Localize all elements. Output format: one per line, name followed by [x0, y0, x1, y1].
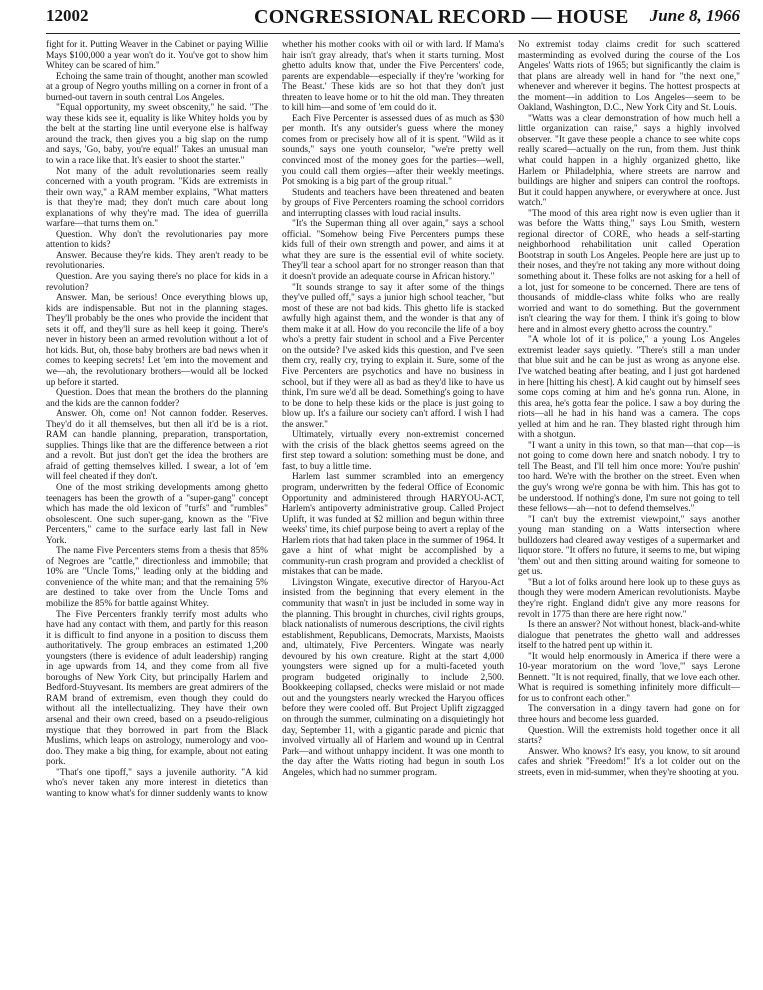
- paragraph: Question. Does that mean the brothers do the planning and the kids are the cannon fodder?: [46, 388, 268, 409]
- paragraph: "I want a unity in this town, so that man—that cop—is not going to come down here and snatch nobody. I try to tell The Beast, and I'll tell him once more: You're pushin' too hard. We're with the brother on the street. Even when the guy's wrong we're gonna be with him. This has got to be understood. If nothing's done, I'm sure not going to tell these fellows—ah—not to defend themselves.": [518, 440, 740, 515]
- paragraph: Ultimately, virtually every non-extremist concerned with the crisis of the black ghettos seems agreed on the first step toward a solution: something must be done, and fast, to buy a little time.: [282, 430, 504, 472]
- paragraph: Harlem last summer scrambled into an emergency program, underwritten by the federal Office of Economic Opportunity and administered through HARYOU-ACT, Harlem's antipoverty administrative group. Called Project Uplift, it was funded at $2 million and begun within three weeks' time, its chief purpose being to avert a replay of the Harlem riots that had taken place in the summer of 1964. It gave a hint of what might be accomplished by a community-run crash program and provided a checklist of mistakes that can be made.: [282, 472, 504, 578]
- column-1: [46, 40, 268, 984]
- column-2: [282, 40, 504, 984]
- paragraph: Echoing the same train of thought, another man scowled at a group of Negro youths milling on a corner in front of a burned-out tavern in south central Los Angeles.: [46, 71, 268, 103]
- paragraph: "I can't buy the extremist viewpoint," says another young man standing on a Watts intersection where bulldozers had cleared away vestiges of a supermarket and liquor store. "It offers no future, it seems to me, but wiping 'them' out and then sitting around waiting for someone to get us.: [518, 514, 740, 578]
- paragraph: Answer. Man, be serious! Once everything blows up, kids are indispensable. But not in the planning stages. They'll probably be the ones who provide the incident that sets it off, and they'll sure as hell keep it going. There's never in history been an armed revolution without a lot of hot kids. But, oh, those baby brothers are bad news when it comes to keeping secrets! Let 'em into the movement and we—ah, the revolutionary brothers—would all be locked up before it started.: [46, 293, 268, 388]
- paragraph: Livingston Wingate, executive director of Haryou-Act insisted from the beginning that every element in the community that wasn't in just be included in some way in the planning. This brought in churches, civil rights groups, black nationalists of numerous descriptions, the civil rights establishment, Republicans, Democrats, Marxists, Maoists and, ultimately, Five Percenters. Wingate was nearly devoured by his own creature. Right at the start 4,000 youngsters were signed up for a multi-faceted youth program budgeted originally to include 2,500. Bookkeeping collapsed, checks were mislaid or not made out and the youngsters nearly wrecked the Haryou offices before they were cooled off. But Project Uplift zigzagged on through the summer, culminating on a disquietingly hot day, September 11, with a gigantic parade and picnic that involved virtually all of Harlem and wound up in Central Park—and without unhappy incident. It was one month to the day after the Watts rioting had begun in south Los Angeles, which had no summer program.: [282, 577, 504, 778]
- paragraph: Answer. Who knows? It's easy, you know, to sit around cafes and shriek "Freedom!" It's a lot colder out on the streets, even in mid-summer, when they're shooting at you.: [518, 746, 740, 778]
- paragraph: Students and teachers have been threatened and beaten by groups of Five Percenters roaming the school corridors and interrupting classes with loud racial insults.: [282, 187, 504, 219]
- paragraph: "It would help enormously in America if there were a 10-year moratorium on the word 'love,'" says Lerone Bennett. "It is not required, finally, that we love each other. What is required is something infinitely more difficult—for us to confront each other.": [518, 651, 740, 704]
- page-header: [46, 6, 740, 30]
- paragraph: "But a lot of folks around here look up to these guys as though they were modern American revolutionists. Maybe they're right. England didn't give any more reasons for revolt in 1775 than there are here right now.": [518, 577, 740, 620]
- paragraph: Each Five Percenter is assessed dues of as much as $30 per month. It's any outsider's guess where the money comes from or precisely how all of it is spent. "Wild as it sounds," says one youth counselor, "we're pretty well convinced most of the money goes for the parties—well, you could call them orgies—after their weekly meetings. Pot smoking is a big part of the group ritual.": [282, 113, 504, 188]
- paragraph: The conversation in a dingy tavern had gone on for three hours and become less guarded.: [518, 704, 740, 725]
- paragraph: Question. Are you saying there's no place for kids in a revolution?: [46, 272, 268, 293]
- page-number: 12002: [46, 6, 89, 25]
- paragraph: One of the most striking developments among ghetto teenagers has been the growth of a "super-gang" concept which has made the old lexicon of "turfs" and "rumbles" obsolescent. One such super-gang, known as the "Five Percenters," came to the surface early last fall in New York.: [46, 482, 268, 546]
- paragraph: "Equal opportunity, my sweet obscenity," he said. "The way these kids see it, equality is like Whitey holds you by the belt at the starting line until everyone else is halfway around the track, then gives you a big slap on the rump and says, 'Go, baby, you're equal!' Takes an unusual man to win a race like that. It's easier to shoot the starter.": [46, 103, 268, 167]
- paragraph: Is there an answer? Not without honest, black-and-white dialogue that penetrates the ghetto wall and addresses itself to the hatred pent up within it.: [518, 620, 740, 652]
- paragraph: The Five Percenters frankly terrify most adults who have had any contact with them, and partly for this reason it is difficult to find anyone in a position to discuss them authoritatively. The group embraces an estimated 1,200 youngsters (there is evidence of adult leadership) ranging in age upwards from 14, and they come from all five boroughs of New York City, but principally Harlem and Bedford-Stuyvesant. Its members are great admirers of the RAM brand of extremism, even though they could do without all the intellectualizing. They have their own arsenal and their own creed, based on a pseudo-religious mystique that they borrowed in part from the Black Muslims, which leaps on astrology, numerology and voo-doo. They make a big thing, for example, about not eating pork.: [46, 609, 268, 768]
- paragraph: The name Five Percenters stems from a thesis that 85% of Negroes are "cattle," directionless and immobile; that 10% are "Uncle Toms," leading only at the bidding and convenience of the white man; and that the remaining 5% are destined to take over from the Uncle Toms and mobilize the 85% for battle against Whitey.: [46, 546, 268, 609]
- paragraph: "Watts was a clear demonstration of how much hell a little organization can raise," says a highly involved observer. "It gave these people a chance to see white cops really scared—actually on the run, from them. Just think what could happen in a highly organized ghetto, like Harlem or Philadelphia, where streets are narrow and buildings are higher and snipers can control the rooftops. But it could happen anywhere, or everywhere at once. Just watch.": [518, 113, 740, 209]
- paragraph: "That's one tipoff," says a juvenile authority. "A kid who's never taken any more interest in dietetics than wanting to know what's for dinner suddenly wants to know: [46, 767, 268, 799]
- paragraph: whether his mother cooks with oil or with lard. If Mama's hair isn't gray already, that's when it starts turning. Most ghetto adults know that, under the Five Percenters' code, parents are expendable—especially if they're 'working for The Beast.' These kids are so hot that they don't just threaten to leave home or to hit the old man. They threaten to kill him—and some of 'em could do it.: [282, 40, 504, 114]
- column-3: [518, 40, 740, 984]
- paragraph: "The mood of this area right now is even uglier than it was before the Watts thing," says Lou Smith, western regional director of CORE, who heads a self-starting neighborhood rehabilitation unit called Operation Bootstrap in south Los Angeles. People here are just up to their noses, and they're not taking any more without doing something about it. These folks are not asking for a hell of a lot, just for someone to be concerned. There are tens of thousands of middle-class white folks who are really worried and want to do something. But the government isn't clearing the way for them. I think it's going to blow here and in almost every ghetto across the country.": [518, 208, 740, 335]
- paragraph: Question. Why don't the revolutionaries pay more attention to kids?: [46, 229, 268, 251]
- text-columns: [46, 40, 740, 984]
- paragraph: Question. Will the extremists hold together once it all starts?: [518, 725, 740, 747]
- paragraph: "A whole lot of it is police," a young Los Angeles extremist leader says quietly. "There's still a man under that blue suit and he can be just as wrong as anyone else. I've watched beating after beating, and I just got hardened in here [hitting his chest]. A kid caught out by himself sees some cops coming at him and he's gonna run. Alone, in this area, he's gotta fear the police. I saw a boy during the riots—all he had in his hand was a camera. The cops yelled at him and he ran. They blasted right through him with a shotgun.: [518, 335, 740, 441]
- issue-date: June 8, 1966: [649, 6, 740, 25]
- paragraph: Answer. Because they're kids. They aren't ready to be revolutionaries.: [46, 250, 268, 272]
- paragraph: "It's the Superman thing all over again," says a school official. "Somehow being Five Percenters pumps these kids full of their own strength and power, and aims it at what they are sure is the essential evil of white society. They'll tear a school apart for no stronger reason than that it doesn't provide an adequate course in African history.": [282, 219, 504, 283]
- paragraph: fight for it. Putting Weaver in the Cabinet or paying Willie Mays $100,000 a year won't do it. You've got to show him Whitey can be scared of him.": [46, 40, 268, 72]
- paragraph: Not many of the adult revolutionaries seem really concerned with a youth program. "Kids are extremists in their own way," a RAM member explains, "What matters is that they're mad; they don't much care about long explanations of why they're mad. The idea of guerrilla warfare—that turns them on.": [46, 166, 268, 230]
- journal-title: CONGRESSIONAL RECORD — HOUSE: [254, 6, 629, 28]
- paragraph: Answer. Oh, come on! Not cannon fodder. Reserves. They'd do it all themselves, but then all it'd be is a riot. RAM can handle planning, preparation, transportation, supplies. Things like that are the difference between a riot and a revolt. But just don't get the idea the brothers are afraid of getting themselves killed. I swear, a lot of 'em will feel cheated if they don't.: [46, 409, 268, 483]
- header-rule: [46, 33, 740, 34]
- paragraph: No extremist today claims credit for such scattered masterminding as evolved during the course of the Los Angeles' Watts riots of 1965; but significantly the claim is that plans are already well in hand for "the next one," whenever and wherever it begins. The hottest prospects at the moment—in addition to Los Angeles—seem to be Oakland, Washington, D.C., New York City and St. Louis.: [518, 40, 740, 114]
- paragraph: "It sounds strange to say it after some of the things they've pulled off," says a junior high school teacher, "but most of these are not bad kids. This ghetto life is stacked awfully high against them, and the wonder is that any of them make it at all. How do you reconcile the life of a boy who's a pretty fair student in school and a Five Percenter on the outside? I've asked kids this question, and I've seen them cry, really cry, trying to explain it. Sure, some of the Five Percenters are psychotics and have no business in school, but if they were all as bad as they'd like to have us think, I'm sure we'd all be dead. Something's going to have to be done to help these kids or the place is just going to blow up. It's a failure our society can't afford. I wish I had the answer.": [282, 282, 504, 430]
